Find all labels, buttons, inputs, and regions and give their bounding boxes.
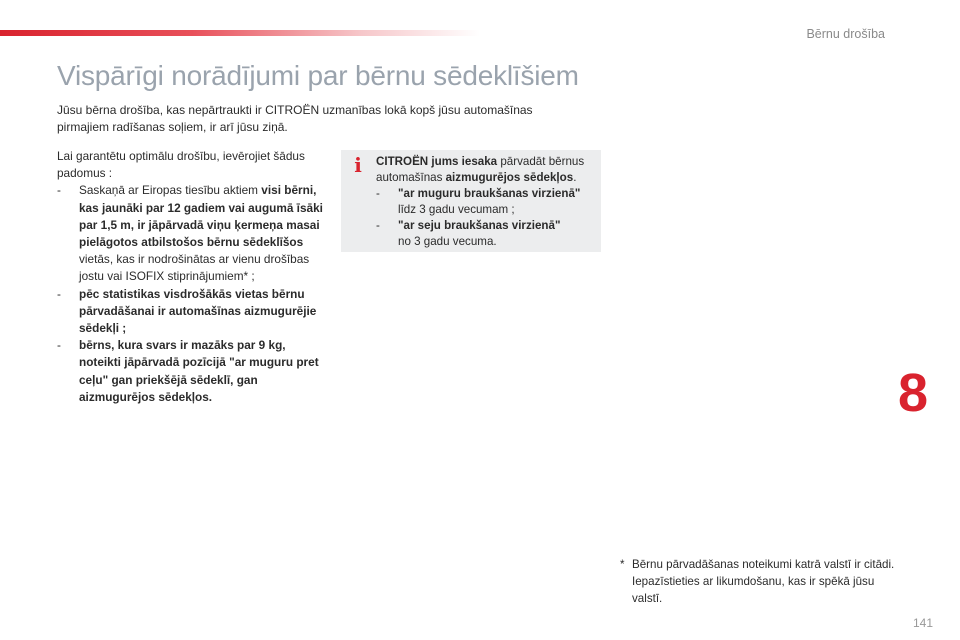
info-box — [341, 150, 601, 252]
info-lead — [376, 154, 598, 186]
info-item-bold: "ar muguru braukšanas virzienā" — [398, 187, 581, 200]
info-lead-text: pārvadāt bērnus automašīnas — [376, 155, 585, 184]
info-item — [376, 218, 598, 250]
bullet-dash: - — [57, 183, 61, 198]
info-lead-bold: CITROËN jums iesaka — [376, 155, 498, 168]
bullet-dash: - — [376, 187, 380, 200]
advice-bold-text: pēc statistikas visdrošākās vietas bērnu pārvadāšanai ir automašīnas aizmugurējie sēdekļi ; — [79, 286, 317, 336]
advice-item — [57, 286, 327, 338]
bullet-dash: - — [57, 286, 61, 301]
advice-text: vietās, kas ir nodrošinātas ar vienu drošības jostu vai ISOFIX stiprinājumiem* ; — [79, 252, 310, 284]
advice-item — [57, 337, 327, 406]
footnote-star: * — [620, 558, 625, 571]
info-item — [376, 186, 598, 218]
info-item-text: no 3 gadu vecuma. — [398, 235, 497, 248]
advice-text: Saskaņā ar Eiropas tiesību aktiem — [79, 183, 262, 198]
advice-bold-text: bērns, kura svars ir mazāks par 9 kg, noteikti jāpārvadā pozīcijā "ar muguru pret ceļu" gan priekšējā sēdeklī, gan aizmugurējos sēdekļos. — [79, 338, 319, 404]
info-item-bold: "ar seju braukšanas virzienā" — [398, 219, 561, 232]
chapter-number: 8 — [898, 363, 929, 423]
info-body — [376, 154, 598, 250]
info-item-text: līdz 3 gadu vecumam ; — [398, 203, 515, 216]
intro-paragraph: Jūsu bērna drošība, kas nepārtraukti ir CITROËN uzmanības lokā kopš jūsu automašīnas pirmajiem radīšanas soļiem, ir arī jūsu ziņā. — [57, 103, 533, 134]
advice-bold-text: visi bērni, kas jaunāki par 12 gadiem vai augumā īsāki par 1,5 m, ir jāpārvadā viņu ķermeņa masai pielāgotos atbilstošos bērnu sēdeklīšos — [79, 183, 323, 250]
footnote-text: Bērnu pārvadāšanas noteikumi katrā valstī ir citādi. Iepazīstieties ar likumdošanu, kas ir spēkā jūsu valstī. — [632, 558, 895, 605]
footnote — [620, 556, 895, 607]
info-icon: i — [354, 153, 362, 177]
info-lead-bold: aizmugurējos sēdekļos — [445, 171, 574, 184]
advice-item — [57, 182, 327, 285]
header-accent-bar — [0, 30, 480, 36]
section-label: Bērnu drošība — [806, 27, 885, 41]
page-title: Vispārīgi norādījumi par bērnu sēdeklīšiem — [57, 60, 579, 91]
info-lead-text: . — [573, 171, 577, 184]
bullet-dash: - — [376, 219, 380, 232]
page-number: 141 — [913, 616, 934, 630]
advice-column — [57, 148, 327, 406]
bullet-dash: - — [57, 338, 61, 353]
advice-lead: Lai garantētu optimālu drošību, ievērojiet šādus padomus : — [57, 149, 305, 181]
